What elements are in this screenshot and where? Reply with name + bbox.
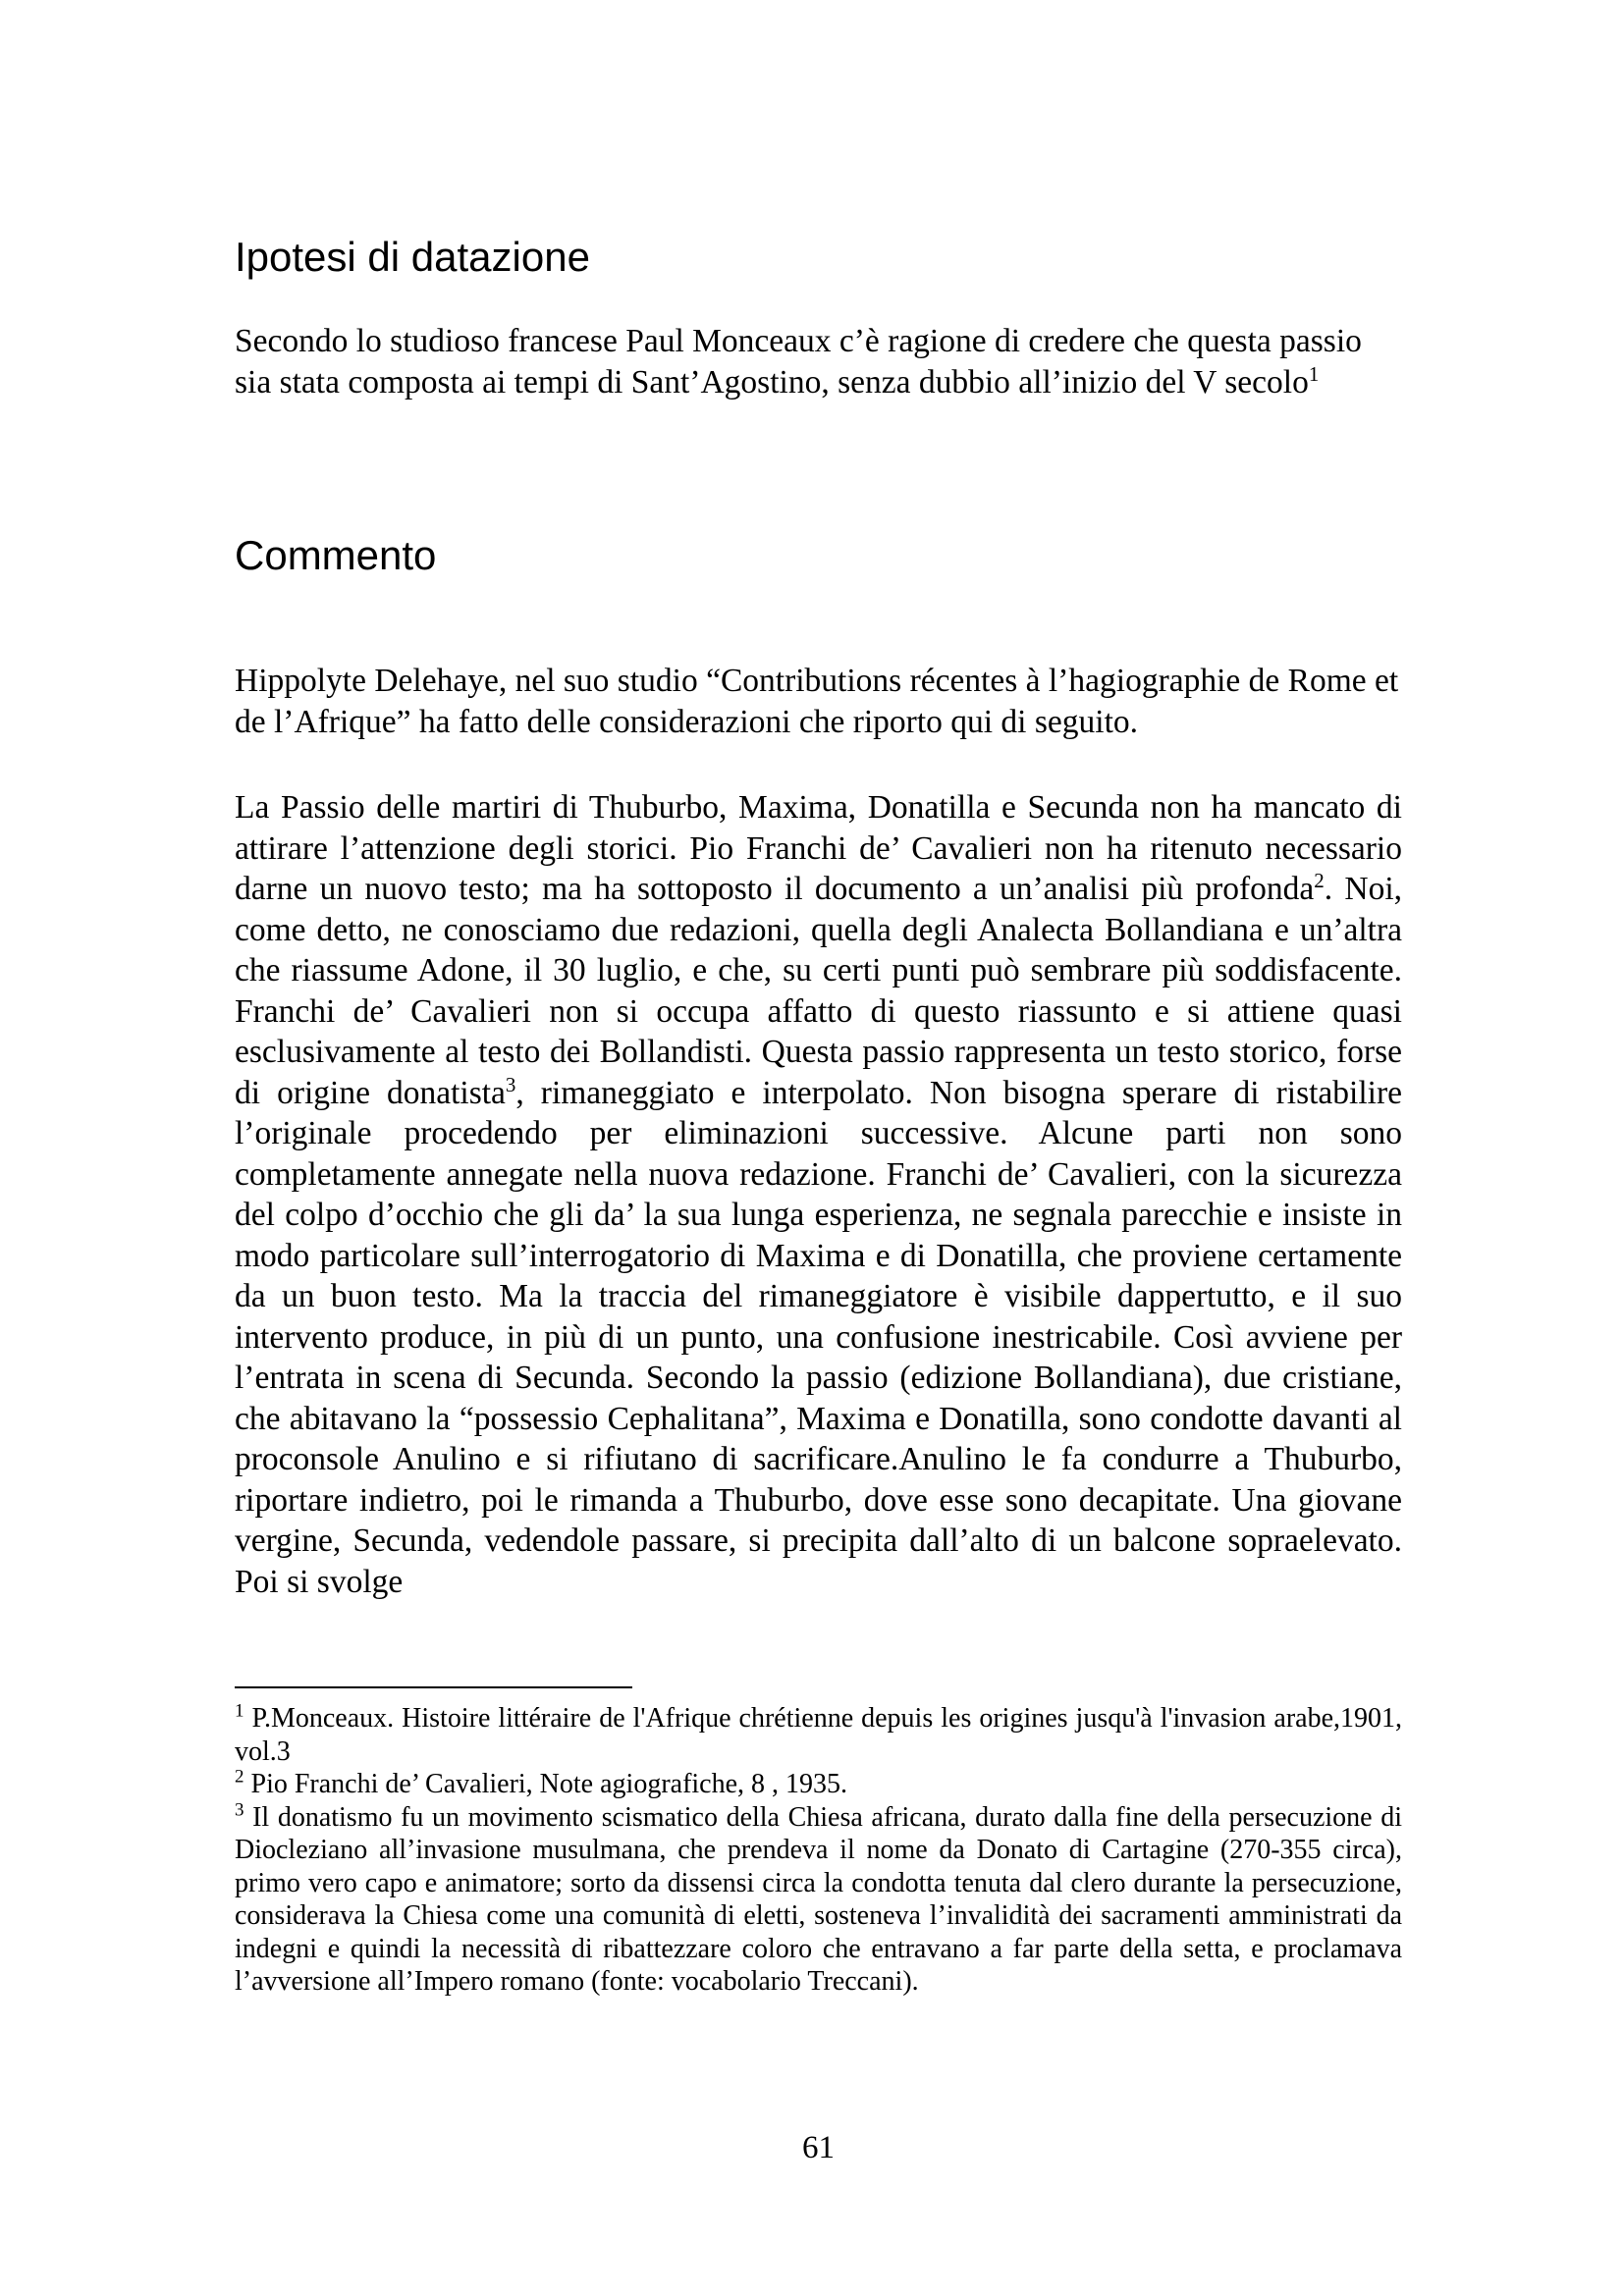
intro-paragraph: Hippolyte Delehaye, nel suo studio “Contributions récentes à l’hagiographie de Rome et de l’Afrique” ha fatto delle considerazioni che riporto qui di seguito. bbox=[235, 663, 1399, 740]
footnote-number: 3 bbox=[235, 1799, 244, 1821]
page-number: 61 bbox=[802, 2130, 835, 2165]
footnote-ref-3[interactable]: 3 bbox=[505, 1072, 516, 1096]
footnote-number: 2 bbox=[235, 1766, 244, 1788]
footnote-2 bbox=[235, 1768, 1402, 1801]
footnote-ref-2[interactable]: 2 bbox=[1314, 868, 1325, 892]
footnote-1 bbox=[235, 1702, 1402, 1768]
section-heading-dating: Ipotesi di datazione bbox=[235, 234, 590, 280]
footnote-divider bbox=[235, 1686, 632, 1688]
dating-paragraph bbox=[235, 321, 1402, 402]
main-paragraph bbox=[235, 787, 1402, 1602]
footnotes bbox=[235, 1702, 1402, 1999]
main-text-part1: La Passio delle martiri di Thuburbo, Maxima, Donatilla e Secunda non ha mancato di attirare l’attenzione degli storici. Pio Franchi de’ Cavalieri non ha ritenuto necessario darne un nuovo testo; ma ha sottoposto il documento a un’analisi più profonda bbox=[235, 789, 1402, 907]
main-text-part3: , rimaneggiato e interpolato. Non bisogna sperare di ristabilire l’originale procedendo per eliminazioni successive. Alcune parti non sono completamente annegate nella nuova redazione. Franchi de’ Cavalieri, con la sicurezza del colpo d’occhio che gli da’ la sua lunga esperienza, ne segnala parecchie e insiste in modo particolare sull’interrogatorio di Maxima e di Donatilla, che proviene certamente da un buon testo. Ma la traccia del rimaneggiatore è visibile dappertutto, e il suo intervento produce, in più di un punto, una confusione inestricabile. Così avviene per l’entrata in scena di Secunda. Secondo la passio (edizione Bollandiana), due cristiane, che abitavano la “possessio Cephalitana”, Maxima e Donatilla, sono condotte davanti al proconsole Anulino e si rifiutano di sacrificare.Anulino le fa condurre a Thuburbo, riportare indietro, poi le rimanda a Thuburbo, dove esse sono decapitate. Una giovane vergine, Secunda, vedendole passare, si precipita dall’alto di un balcone sopraelevato. Poi si svolge bbox=[235, 1074, 1402, 1600]
footnote-3 bbox=[235, 1801, 1402, 1999]
dating-text: Secondo lo studioso francese Paul Monceaux c’è ragione di credere che questa passio sia stata composta ai tempi di Sant’Agostino, senza dubbio all’inizio del V secolo bbox=[235, 323, 1362, 400]
main-text-part2: . Noi, come detto, ne conosciamo due redazioni, quella degli Analecta Bollandiana e un’altra che riassume Adone, il 30 luglio, e che, su certi punti può sembrare più soddisfacente. Franchi de’ Cavalieri non si occupa affatto di questo riassunto e si attiene quasi esclusivamente al testo dei Bollandisti. Questa passio rappresenta un testo storico, forse di origine donatista bbox=[235, 871, 1402, 1111]
footnote-ref-1[interactable]: 1 bbox=[1308, 361, 1320, 386]
footnote-number: 1 bbox=[235, 1700, 244, 1722]
footnote-text: P.Monceaux. Histoire littéraire de l'Afrique chrétienne depuis les origines jusqu'à l'invasion arabe,1901, vol.3 bbox=[235, 1703, 1403, 1767]
section-heading-commento: Commento bbox=[235, 532, 437, 578]
footnote-text: Il donatismo fu un movimento scismatico della Chiesa africana, durato dalla fine della persecuzione di Diocleziano all’invasione musulmana, che prendeva il nome da Donato di Cartagine (270-355 circa), primo vero capo e animatore; sorto da dissensi circa la condotta tenuta dal clero durante la persecuzione, considerava la Chiesa come una comunità di eletti, sosteneva l’invalidità dei sacramenti amministrati da indegni e quindi la necessità di ribattezzare coloro che entravano a far parte della setta, e proclamava l’avversione all’Impero romano (fonte: vocabolario Treccani). bbox=[235, 1801, 1402, 1997]
footnote-text: Pio Franchi de’ Cavalieri, Note agiografiche, 8 , 1935. bbox=[250, 1769, 848, 1799]
